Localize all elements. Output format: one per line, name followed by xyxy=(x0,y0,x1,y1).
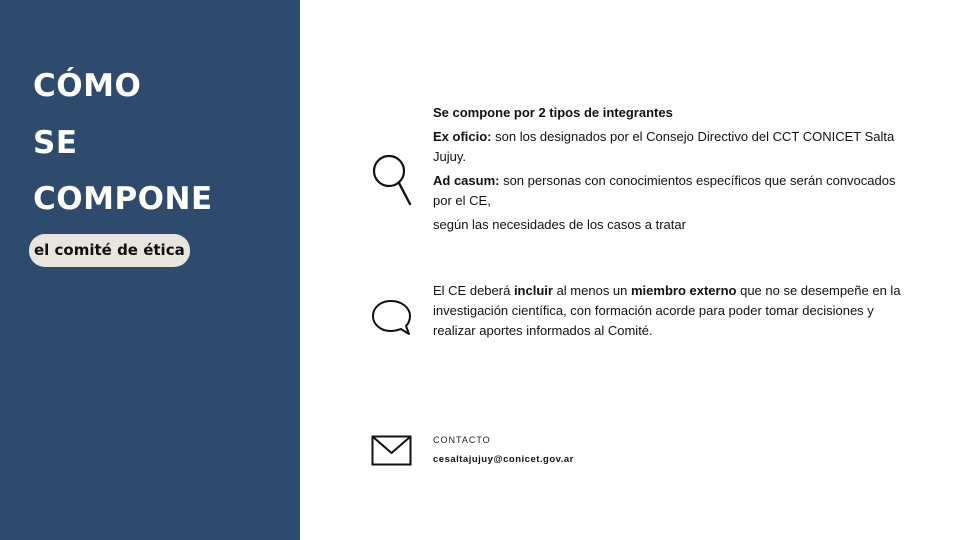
ad-casum-paragraph xyxy=(433,171,903,211)
title-line-3: COMPONE xyxy=(33,181,213,217)
ex-oficio-text: son los designados por el Consejo Directivo del CCT CONICET Salta Jujuy. xyxy=(433,129,895,164)
bold-incluir: incluir xyxy=(513,283,553,298)
miembro-externo-paragraph xyxy=(433,281,903,341)
text-part-2: al menos un xyxy=(552,283,631,298)
ad-casum-label: Ad casum: xyxy=(433,173,500,188)
contact-email-link[interactable]: cesaltajujuy@conicet.gov.ar xyxy=(433,454,574,465)
bold-miembro-externo: miembro externo xyxy=(631,283,737,298)
integrantes-section xyxy=(433,103,903,235)
subtitle-badge: el comité de ética xyxy=(29,234,190,267)
miembro-externo-section xyxy=(433,281,903,341)
ex-oficio-paragraph xyxy=(433,127,903,167)
contact-label: CONTACTO xyxy=(433,435,491,445)
text-part-3: que no se desempeñe en la investigación científica, con formación acorde para poder tomar decisiones y realizar aportes informados al Comité. xyxy=(433,283,901,338)
text-part-1: El CE deberá xyxy=(433,283,514,298)
casos-paragraph: según las necesidades de los casos a tratar xyxy=(433,217,686,232)
search-icon xyxy=(370,152,414,208)
integrantes-heading: Se compone por 2 tipos de integrantes xyxy=(433,105,673,120)
envelope-icon xyxy=(371,435,413,467)
speech-bubble-icon xyxy=(370,298,414,338)
title-line-2: SE xyxy=(33,125,78,161)
ex-oficio-label: Ex oficio: xyxy=(433,129,492,144)
title-line-1: CÓMO xyxy=(33,68,142,104)
ad-casum-text: son personas con conocimientos específicos que serán convocados por el CE, xyxy=(433,173,896,208)
